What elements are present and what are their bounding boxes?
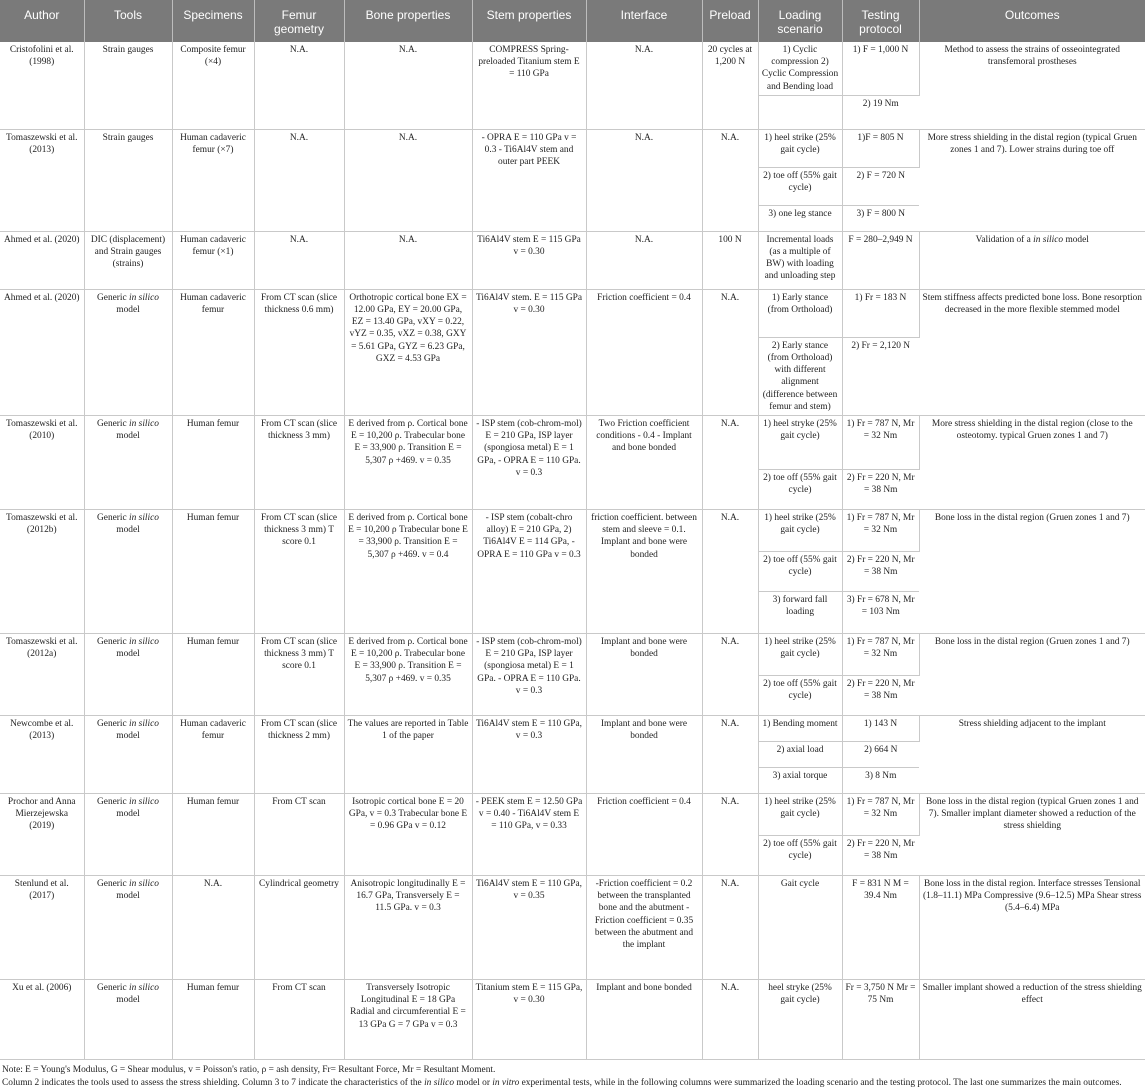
- cell-testing-protocol: 2) F = 720 N: [842, 167, 919, 205]
- cell-interface: Two Friction coefficient conditions - 0.4 - Implant and bone bonded: [586, 416, 702, 510]
- cell-testing-protocol: 1) Fr = 787 N, Mr = 32 Nm: [842, 416, 919, 470]
- cell-geometry: Cylindrical geometry: [254, 876, 344, 980]
- cell-outcomes: More stress shielding in the distal region (close to the osteotomy. typical Gruen zones 1 and 7): [919, 416, 1145, 510]
- cell-loading-scenario: 1) Early stance (from Orthoload): [758, 289, 842, 337]
- cell-loading-scenario: 1) Cyclic compression 2) Cyclic Compression and Bending load: [758, 42, 842, 95]
- cell-author: Stenlund et al. (2017): [0, 876, 84, 980]
- table-row: [0, 716, 1145, 742]
- cell-tools: DIC (displacement) and Strain gauges (strains): [84, 231, 172, 289]
- cell-loading-scenario: 3) axial torque: [758, 768, 842, 794]
- cell-tools: Generic in silico model: [84, 289, 172, 415]
- cell-tools: Strain gauges: [84, 42, 172, 129]
- cell-stem: - PEEK stem E = 12.50 GPa v = 0.40 - Ti6Al4V stem E = 110 GPa, v = 0.33: [472, 794, 586, 876]
- cell-author: Ahmed et al. (2020): [0, 231, 84, 289]
- cell-testing-protocol: 2) Fr = 220 N, Mr = 38 Nm: [842, 836, 919, 876]
- cell-testing-protocol: 1) Fr = 787 N, Mr = 32 Nm: [842, 794, 919, 836]
- cell-loading-scenario: heel stryke (25% gait cycle): [758, 980, 842, 1060]
- table-row: [0, 231, 1145, 289]
- cell-outcomes: Bone loss in the distal region (Gruen zones 1 and 7): [919, 634, 1145, 716]
- header-preload: Preload: [702, 0, 758, 42]
- cell-testing-protocol: 2) Fr = 220 N, Mr = 38 Nm: [842, 470, 919, 510]
- table-row: [0, 416, 1145, 470]
- cell-loading-scenario: 2) toe off (55% gait cycle): [758, 167, 842, 205]
- cell-author: Tomaszewski et al. (2010): [0, 416, 84, 510]
- cell-geometry: N.A.: [254, 42, 344, 129]
- cell-loading-scenario: 3) forward fall loading: [758, 592, 842, 634]
- cell-interface: Friction coefficient = 0.4: [586, 289, 702, 415]
- cell-tools: Generic in silico model: [84, 634, 172, 716]
- cell-loading-scenario: 1) heel strike (25% gait cycle): [758, 129, 842, 167]
- cell-tools: Generic in silico model: [84, 716, 172, 794]
- cell-stem: Ti6Al4V stem E = 110 GPa, v = 0.3: [472, 716, 586, 794]
- header-author: Author: [0, 0, 84, 42]
- header-outcomes: Outcomes: [919, 0, 1145, 42]
- cell-testing-protocol: 2) Fr = 220 N, Mr = 38 Nm: [842, 676, 919, 716]
- table-row: [0, 289, 1145, 337]
- cell-stem: COMPRESS Spring-preloaded Titanium stem E = 110 GPa: [472, 42, 586, 129]
- cell-geometry: From CT scan: [254, 980, 344, 1060]
- cell-tools: Generic in silico model: [84, 510, 172, 634]
- cell-loading-scenario: 1) heel strike (25% gait cycle): [758, 794, 842, 836]
- cell-loading-scenario: 2) toe off (55% gait cycle): [758, 470, 842, 510]
- cell-interface: N.A.: [586, 42, 702, 129]
- cell-tools: Generic in silico model: [84, 416, 172, 510]
- header-row: [0, 0, 1145, 42]
- cell-loading-scenario: Gait cycle: [758, 876, 842, 980]
- cell-specimens: Human cadaveric femur: [172, 289, 254, 415]
- header-loading-scenario: Loading scenario: [758, 0, 842, 42]
- cell-testing-protocol: 1)F = 805 N: [842, 129, 919, 167]
- cell-outcomes: Method to assess the strains of osseointegrated transfemoral prostheses: [919, 42, 1145, 129]
- cell-loading-scenario: 1) heel strike (25% gait cycle): [758, 510, 842, 552]
- cell-testing-protocol: 2) 19 Nm: [842, 95, 919, 129]
- cell-stem: Ti6Al4V stem E = 110 GPa, v = 0.35: [472, 876, 586, 980]
- cell-preload: N.A.: [702, 794, 758, 876]
- cell-bone: Isotropic cortical bone E = 20 GPa, v = 0.3 Trabecular bone E = 0.96 GPa v = 0.12: [344, 794, 472, 876]
- cell-bone: N.A.: [344, 231, 472, 289]
- header-stem-properties: Stem properties: [472, 0, 586, 42]
- cell-geometry: N.A.: [254, 129, 344, 231]
- cell-specimens: Human cadaveric femur: [172, 716, 254, 794]
- cell-stem: - ISP stem (cobalt-chro alloy) E = 210 GPa, 2) Ti6Al4V E = 114 GPa, - OPRA E = 110 GPa v = 0.3: [472, 510, 586, 634]
- table-body: [0, 42, 1145, 1060]
- cell-loading-scenario: 1) Bending moment: [758, 716, 842, 742]
- cell-specimens: Human femur: [172, 510, 254, 634]
- cell-testing-protocol: 3) 8 Nm: [842, 768, 919, 794]
- cell-testing-protocol: F = 280–2,949 N: [842, 231, 919, 289]
- cell-bone: Orthotropic cortical bone EX = 12.00 GPa, EY = 20.00 GPa, EZ = 13.40 GPa, vXY = 0.22, vYZ = 0.35, vXZ = 0.38, GXY = 5.61 GPa, GYZ = 6.23 GPa, GXZ = 4.53 GPa: [344, 289, 472, 415]
- cell-stem: Ti6Al4V stem. E = 115 GPa v = 0.30: [472, 289, 586, 415]
- cell-geometry: From CT scan (slice thickness 3 mm): [254, 416, 344, 510]
- cell-testing-protocol: 1) Fr = 787 N, Mr = 32 Nm: [842, 510, 919, 552]
- cell-loading-scenario: 2) toe off (55% gait cycle): [758, 836, 842, 876]
- cell-author: Xu et al. (2006): [0, 980, 84, 1060]
- cell-author: Prochor and Anna Mierzejewska (2019): [0, 794, 84, 876]
- cell-preload: 20 cycles at 1,200 N: [702, 42, 758, 129]
- cell-interface: friction coefficient. between stem and sleeve = 0.1. Implant and bone were bonded: [586, 510, 702, 634]
- cell-loading-scenario: 1) heel strike (25% gait cycle): [758, 634, 842, 676]
- cell-bone: E derived from ρ. Cortical bone E = 10,200 ρ. Trabecular bone E = 33,900 ρ. Transition E = 5,307 ρ +469. v = 0.35: [344, 416, 472, 510]
- cell-bone: Transversely Isotropic Longitudinal E = 18 GPa Radial and circumferential E = 13 GPa G = 7 GPa v = 0.3: [344, 980, 472, 1060]
- cell-interface: N.A.: [586, 231, 702, 289]
- table-row: [0, 129, 1145, 167]
- cell-stem: Ti6Al4V stem E = 115 GPa v = 0.30: [472, 231, 586, 289]
- table-row: [0, 634, 1145, 676]
- cell-geometry: From CT scan: [254, 794, 344, 876]
- cell-testing-protocol: 1) Fr = 787 N, Mr = 32 Nm: [842, 634, 919, 676]
- cell-testing-protocol: 3) Fr = 678 N, Mr = 103 Nm: [842, 592, 919, 634]
- cell-testing-protocol: Fr = 3,750 N Mr = 75 Nm: [842, 980, 919, 1060]
- cell-testing-protocol: 1) Fr = 183 N: [842, 289, 919, 337]
- table-row: [0, 510, 1145, 552]
- cell-specimens: Human femur: [172, 794, 254, 876]
- cell-outcomes: More stress shielding in the distal region (typical Gruen zones 1 and 7). Lower strains during toe off: [919, 129, 1145, 231]
- cell-testing-protocol: F = 831 N M = 39.4 Nm: [842, 876, 919, 980]
- cell-testing-protocol: 1) F = 1,000 N: [842, 42, 919, 95]
- cell-stem: - ISP stem (cob-chrom-mol) E = 210 GPa, ISP layer (spongiosa metal) E = 1 GPa, - OPRA E = 110 GPa. v = 0.3: [472, 416, 586, 510]
- cell-bone: N.A.: [344, 42, 472, 129]
- cell-author: Newcombe et al. (2013): [0, 716, 84, 794]
- cell-testing-protocol: 1) 143 N: [842, 716, 919, 742]
- cell-geometry: From CT scan (slice thickness 3 mm) T score 0.1: [254, 510, 344, 634]
- cell-interface: Implant and bone bonded: [586, 980, 702, 1060]
- header-tools: Tools: [84, 0, 172, 42]
- cell-loading-scenario: [758, 95, 842, 129]
- cell-loading-scenario: 2) toe off (55% gait cycle): [758, 552, 842, 592]
- cell-specimens: Human cadaveric femur (×7): [172, 129, 254, 231]
- cell-bone: The values are reported in Table 1 of the paper: [344, 716, 472, 794]
- header-interface: Interface: [586, 0, 702, 42]
- cell-loading-scenario: Incremental loads (as a multiple of BW) with loading and unloading step: [758, 231, 842, 289]
- cell-specimens: Human femur: [172, 634, 254, 716]
- header-femur-geometry: Femur geometry: [254, 0, 344, 42]
- cell-interface: N.A.: [586, 129, 702, 231]
- note-abbreviations: Note: E = Young's Modulus, G = Shear modulus, v = Poisson's ratio, ρ = ash density, Fr= Resultant Force, Mr = Resultant Moment.: [2, 1065, 496, 1076]
- cell-author: Tomaszewski et al. (2013): [0, 129, 84, 231]
- table-notes: [0, 1060, 1145, 1089]
- cell-outcomes: Stress shielding adjacent to the implant: [919, 716, 1145, 794]
- cell-tools: Generic in silico model: [84, 980, 172, 1060]
- cell-interface: Implant and bone were bonded: [586, 634, 702, 716]
- cell-outcomes: Smaller implant showed a reduction of the stress shielding effect: [919, 980, 1145, 1060]
- cell-outcomes: Bone loss in the distal region. Interface stresses Tensional (1.8–11.1) MPa Compressive (9.6–12.5) MPa Shear stress (5.4–6.4) MPa: [919, 876, 1145, 980]
- cell-preload: N.A.: [702, 289, 758, 415]
- cell-preload: N.A.: [702, 416, 758, 510]
- cell-geometry: N.A.: [254, 231, 344, 289]
- cell-specimens: Composite femur (×4): [172, 42, 254, 129]
- cell-preload: N.A.: [702, 510, 758, 634]
- table-row: [0, 980, 1145, 1060]
- cell-outcomes: Validation of a in silico model: [919, 231, 1145, 289]
- cell-loading-scenario: 2) Early stance (from Orthoload) with different alignment (difference between femur and stem): [758, 337, 842, 415]
- cell-preload: N.A.: [702, 876, 758, 980]
- header-specimens: Specimens: [172, 0, 254, 42]
- cell-bone: N.A.: [344, 129, 472, 231]
- cell-interface: Friction coefficient = 0.4: [586, 794, 702, 876]
- cell-geometry: From CT scan (slice thickness 3 mm) T score 0.1: [254, 634, 344, 716]
- cell-loading-scenario: 1) heel stryke (25% gait cycle): [758, 416, 842, 470]
- cell-stem: Titanium stem E = 115 GPa, v = 0.30: [472, 980, 586, 1060]
- cell-preload: 100 N: [702, 231, 758, 289]
- note-columns: Column 2 indicates the tools used to assess the stress shielding. Column 3 to 7 indicate the characteristics of the in silico model or in vitro experimental tests, while in the following columns were summarized the loading scenario and the testing protocol. The last one summarizes the main outcomes.: [2, 1078, 1122, 1089]
- cell-bone: E derived from ρ. Cortical bone E = 10,200 ρ. Trabecular bone E = 33,900 ρ. Transition E = 5,307 ρ +469. v = 0.35: [344, 634, 472, 716]
- table-row: [0, 42, 1145, 95]
- cell-tools: Generic in silico model: [84, 794, 172, 876]
- cell-preload: N.A.: [702, 716, 758, 794]
- cell-preload: N.A.: [702, 634, 758, 716]
- cell-stem: - OPRA E = 110 GPa v = 0.3 - Ti6Al4V stem and outer part PEEK: [472, 129, 586, 231]
- cell-author: Tomaszewski et al. (2012b): [0, 510, 84, 634]
- cell-author: Tomaszewski et al. (2012a): [0, 634, 84, 716]
- cell-loading-scenario: 3) one leg stance: [758, 205, 842, 231]
- table-row: [0, 876, 1145, 980]
- cell-tools: Generic in silico model: [84, 876, 172, 980]
- cell-bone: Anisotropic longitudinally E = 16.7 GPa, Transversely E = 11.5 GPa. v = 0.3: [344, 876, 472, 980]
- cell-specimens: N.A.: [172, 876, 254, 980]
- cell-geometry: From CT scan (slice thickness 0.6 mm): [254, 289, 344, 415]
- cell-stem: - ISP stem (cob-chrom-mol) E = 210 GPa, ISP layer (spongiosa metal) E = 1 GPa. - OPRA E = 110 GPa. v = 0.3: [472, 634, 586, 716]
- cell-outcomes: Bone loss in the distal region (Gruen zones 1 and 7): [919, 510, 1145, 634]
- cell-author: Cristofolini et al. (1998): [0, 42, 84, 129]
- cell-interface: Implant and bone were bonded: [586, 716, 702, 794]
- cell-loading-scenario: 2) axial load: [758, 742, 842, 768]
- cell-tools: Strain gauges: [84, 129, 172, 231]
- cell-interface: -Friction coefficient = 0.2 between the transplanted bone and the abutment - Friction coefficient = 0.35 between the abutment and the implant: [586, 876, 702, 980]
- table-row: [0, 794, 1145, 836]
- cell-loading-scenario: 2) toe off (55% gait cycle): [758, 676, 842, 716]
- cell-author: Ahmed et al. (2020): [0, 289, 84, 415]
- cell-geometry: From CT scan (slice thickness 2 mm): [254, 716, 344, 794]
- cell-testing-protocol: 3) F = 800 N: [842, 205, 919, 231]
- cell-outcomes: Bone loss in the distal region (typical Gruen zones 1 and 7). Smaller implant diameter showed a reduction of the stress shielding: [919, 794, 1145, 876]
- cell-preload: N.A.: [702, 129, 758, 231]
- cell-testing-protocol: 2) 664 N: [842, 742, 919, 768]
- cell-specimens: Human femur: [172, 980, 254, 1060]
- cell-outcomes: Stem stiffness affects predicted bone loss. Bone resorption decreased in the more flexible stemmed model: [919, 289, 1145, 415]
- header-testing-protocol: Testing protocol: [842, 0, 919, 42]
- cell-specimens: Human femur: [172, 416, 254, 510]
- header-bone-properties: Bone properties: [344, 0, 472, 42]
- cell-specimens: Human cadaveric femur (×1): [172, 231, 254, 289]
- cell-testing-protocol: 2) Fr = 2,120 N: [842, 337, 919, 415]
- cell-testing-protocol: 2) Fr = 220 N, Mr = 38 Nm: [842, 552, 919, 592]
- cell-bone: E derived from ρ. Cortical bone E = 10,200 ρ Trabecular bone E = 33,900 ρ. Transition E = 5,307 ρ +469. v = 0.4: [344, 510, 472, 634]
- cell-preload: N.A.: [702, 980, 758, 1060]
